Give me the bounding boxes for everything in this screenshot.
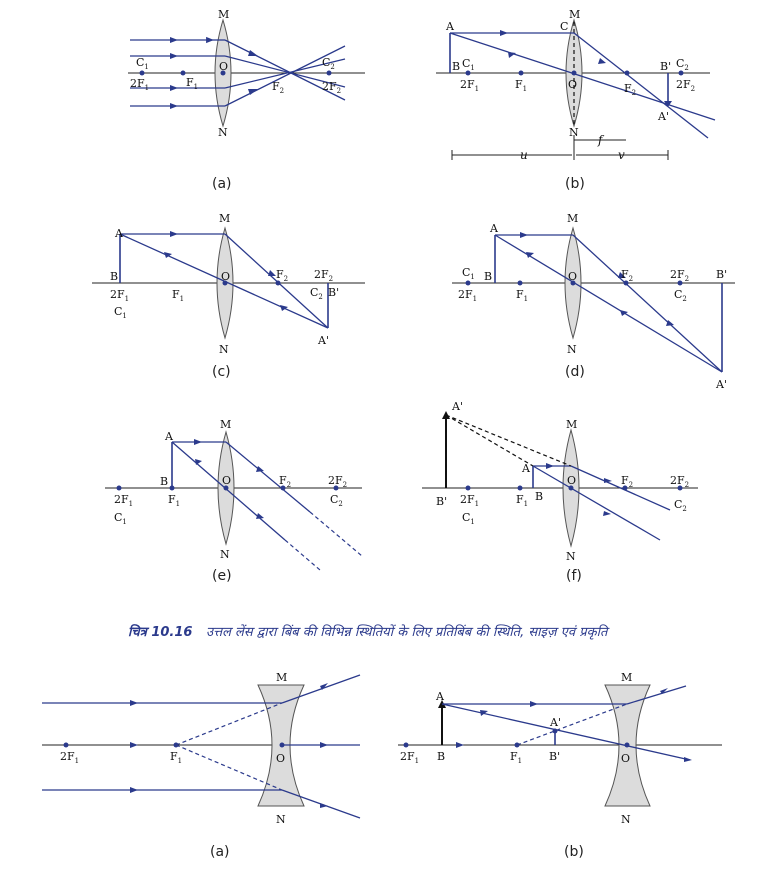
svg-text:f: f — [598, 133, 603, 147]
svg-text:O: O — [219, 60, 229, 73]
svg-text:B': B' — [328, 286, 340, 299]
svg-text:C2: $C_2$ — [676, 57, 689, 72]
svg-text:O: O — [621, 752, 631, 765]
svg-text:B: B — [484, 270, 493, 283]
svg-text:F2: $F_2$ — [276, 268, 289, 283]
svg-text:2F2: $2F_2$ — [676, 78, 696, 93]
svg-text:M: M — [567, 212, 579, 225]
svg-text:2F1: $2F_1$ — [458, 288, 478, 303]
svg-text:F1: $F_1$ — [170, 750, 183, 765]
figure-caption — [128, 624, 610, 640]
svg-text:M: M — [569, 8, 581, 21]
panel-c — [92, 212, 365, 380]
svg-text:M: M — [566, 418, 578, 431]
svg-text:C1: $C_1$ — [114, 305, 127, 320]
svg-text:A: A — [446, 20, 454, 33]
svg-text:B': B' — [660, 60, 672, 73]
label-panel-b-top: (b) — [565, 176, 585, 192]
svg-text:2F2: $2F_2$ — [670, 268, 690, 283]
svg-text:N: N — [621, 813, 631, 826]
svg-text:F1: $F_1$ — [516, 493, 529, 508]
svg-text:F2: $F_2$ — [621, 268, 634, 283]
svg-text:N: N — [566, 550, 576, 563]
label-panel-c: (c) — [212, 364, 231, 380]
svg-text:O: O — [567, 474, 577, 487]
svg-text:F2: $F_2$ — [621, 474, 634, 489]
panel-b-top — [436, 8, 715, 192]
label-panel-a-top: (a) — [212, 176, 232, 192]
svg-text:F1: $F_1$ — [172, 288, 185, 303]
svg-text:F1: $F_1$ — [168, 493, 181, 508]
svg-text:C2: $C_2$ — [674, 498, 687, 513]
svg-text:C2: $C_2$ — [330, 493, 343, 508]
label-panel-f: (f) — [566, 568, 582, 584]
svg-text:B: B — [452, 60, 461, 73]
svg-text:M: M — [218, 8, 230, 21]
caption-text: उत्तल लेंस द्वारा बिंब की विभिन्न स्थितियों के लिए प्रतिबिंब की स्थिति, साइज़ एवं प्रकृति — [206, 625, 608, 640]
svg-text:A': A' — [716, 378, 727, 391]
label-panel-e: (e) — [212, 568, 232, 584]
svg-text:A: A — [490, 222, 498, 235]
svg-text:2F1: $2F_1$ — [400, 750, 420, 765]
svg-text:N: N — [567, 343, 577, 356]
svg-text:A: A — [115, 227, 123, 240]
svg-text:F1: $F_1$ — [515, 78, 528, 93]
svg-text:M: M — [621, 671, 633, 684]
svg-text:F1: $F_1$ — [186, 76, 199, 91]
svg-text:v: v — [618, 148, 625, 162]
svg-text:F2: $F_2$ — [272, 80, 285, 95]
svg-text:C2: $C_2$ — [322, 56, 335, 71]
svg-text:F2: $F_2$ — [624, 82, 637, 97]
svg-text:N: N — [219, 343, 229, 356]
svg-text:O: O — [221, 270, 231, 283]
svg-text:2F2: $2F_2$ — [670, 474, 690, 489]
panel-b-bottom — [398, 671, 722, 860]
svg-text:A': A' — [452, 400, 463, 413]
svg-text:N: N — [569, 126, 579, 139]
svg-text:C1: $C_1$ — [136, 56, 149, 71]
svg-text:O: O — [568, 270, 578, 283]
svg-text:A: A — [436, 690, 444, 703]
svg-text:2F1: $2F_1$ — [60, 750, 80, 765]
svg-text:N: N — [276, 813, 286, 826]
svg-text:A': A' — [658, 110, 669, 123]
svg-text:O: O — [222, 474, 232, 487]
svg-text:A: A — [522, 462, 530, 475]
svg-text:A': A' — [318, 334, 329, 347]
svg-text:C1: $C_1$ — [462, 511, 475, 526]
label-panel-d: (d) — [565, 364, 585, 380]
svg-text:N: N — [220, 548, 230, 561]
svg-text:O: O — [276, 752, 286, 765]
svg-text:C1: $C_1$ — [462, 57, 475, 72]
panel-a-top — [128, 8, 365, 192]
svg-text:2F1: $2F_1$ — [114, 493, 134, 508]
svg-text:2F1: $2F_1$ — [130, 77, 150, 92]
label-panel-a-bottom: (a) — [210, 844, 230, 860]
svg-text:C1: $C_1$ — [114, 511, 127, 526]
svg-text:M: M — [219, 212, 231, 225]
svg-text:2F1: $2F_1$ — [110, 288, 130, 303]
label-panel-b-bottom: (b) — [564, 844, 584, 860]
svg-text:B': B' — [716, 268, 728, 281]
svg-text:B': B' — [436, 495, 448, 508]
svg-text:N: N — [218, 126, 228, 139]
svg-text:2F2: $2F_2$ — [322, 80, 342, 95]
svg-text:2F1: $2F_1$ — [460, 493, 480, 508]
svg-text:2F2: $2F_2$ — [314, 268, 334, 283]
svg-text:2F2: $2F_2$ — [328, 474, 348, 489]
svg-text:A: A — [165, 430, 173, 443]
svg-text:F2: $F_2$ — [279, 474, 292, 489]
svg-text:B: B — [437, 750, 446, 763]
svg-text:B: B — [110, 270, 119, 283]
svg-text:C: C — [560, 20, 569, 33]
svg-text:2F1: $2F_1$ — [460, 78, 480, 93]
svg-text:M: M — [220, 418, 232, 431]
svg-text:O: O — [568, 78, 578, 91]
svg-text:B: B — [160, 475, 169, 488]
svg-text:u: u — [520, 148, 528, 162]
panel-d — [452, 212, 735, 391]
svg-text:F1: $F_1$ — [516, 288, 529, 303]
svg-text:C1: $C_1$ — [462, 266, 475, 281]
panel-e — [105, 418, 362, 584]
panel-f — [422, 400, 698, 584]
svg-text:B: B — [535, 490, 544, 503]
svg-text:C2: $C_2$ — [674, 288, 687, 303]
svg-text:F1: $F_1$ — [510, 750, 523, 765]
svg-text:B': B' — [549, 750, 561, 763]
svg-text:C2: $C_2$ — [310, 286, 323, 301]
svg-text:A': A' — [550, 716, 561, 729]
svg-text:M: M — [276, 671, 288, 684]
panel-a-bottom — [42, 671, 360, 860]
caption-number: चित्र 10.16 — [128, 625, 193, 640]
